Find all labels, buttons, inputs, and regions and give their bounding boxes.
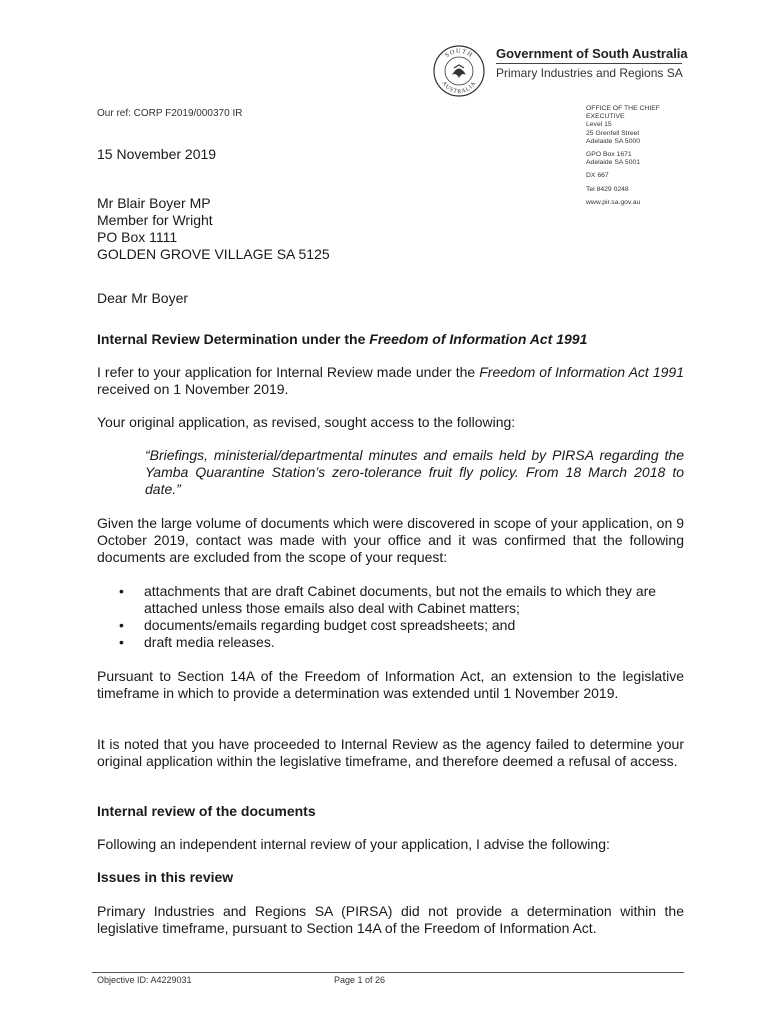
application-quote: “Briefings, ministerial/departmental minutes and emails held by PIRSA regarding the Yamba Quarantine Station’s zero-tolerance fruit fly policy. From 18 March 2018 to date.” xyxy=(145,447,684,497)
seal-bottom-text: AUSTRALIA xyxy=(440,80,478,96)
government-seal-icon xyxy=(432,44,486,98)
recipient-po-box: PO Box 1111 xyxy=(97,229,178,245)
paragraph-noted: It is noted that you have proceeded to Internal Review as the agency failed to determine your original application within the legislative timeframe, and therefore deemed a refusal of access. xyxy=(97,736,684,769)
seal-top-text: SOUTH xyxy=(443,47,475,60)
our-reference: Our ref: CORP F2019/000370 IR xyxy=(97,108,243,119)
recipient-address xyxy=(97,195,330,263)
exclusions-list xyxy=(115,583,685,651)
recipient-name: Mr Blair Boyer MP xyxy=(97,195,211,211)
recipient-title: Member for Wright xyxy=(97,212,213,228)
office-website: www.pir.sa.gov.au xyxy=(586,198,641,206)
heading-issues: Issues in this review xyxy=(97,869,234,885)
government-name: Government of South Australia xyxy=(496,46,688,61)
office-gpo-city: Adelaide SA 5001 xyxy=(586,159,641,167)
paragraph-refer-act: Freedom of Information Act 1991 xyxy=(479,364,684,380)
office-tel: Tel 8429 0248 xyxy=(586,185,629,193)
paragraph-pursuant: Pursuant to Section 14A of the Freedom of Information Act, an extension to the legislative timeframe in which to provide a determination was extended until 1 November 2019. xyxy=(97,668,684,701)
paragraph-given: Given the large volume of documents which were discovered in scope of your application, on 9 October 2019, contact was made with your office and it was confirmed that the following documents are excluded from the scope of your request: xyxy=(97,515,684,565)
letter-heading-act: Freedom of Information Act 1991 xyxy=(369,331,588,347)
heading-documents: Internal review of the documents xyxy=(97,803,316,819)
exclusion-item: • draft media releases. xyxy=(115,634,685,651)
office-city: Adelaide SA 5000 xyxy=(586,137,641,145)
paragraph-refer-text1: I refer to your application for Internal Review made under the xyxy=(97,364,480,380)
office-street: 25 Grenfell Street xyxy=(586,129,640,137)
svg-text:SOUTH xyxy=(444,48,474,59)
paragraph-issues: Primary Industries and Regions SA (PIRSA) did not provide a determination within the legislative timeframe, pursuant to Section 14A of the Freedom of Information Act. xyxy=(97,903,684,936)
exclusion-item: • attachments that are draft Cabinet documents, but not the emails to which they are attached unless those emails also deal with Cabinet matters; xyxy=(115,583,685,617)
department-name: Primary Industries and Regions SA xyxy=(496,66,683,80)
paragraph-refer xyxy=(97,364,684,398)
page-number: Page 1 of 26 xyxy=(334,975,386,985)
recipient-locality: GOLDEN GROVE VILLAGE SA 5125 xyxy=(97,246,330,262)
footer-divider xyxy=(92,972,684,973)
letter-date: 15 November 2019 xyxy=(97,146,217,162)
letter-heading xyxy=(97,331,684,348)
exclusion-item: • documents/emails regarding budget cost spreadsheets; and xyxy=(115,617,685,634)
paragraph-refer-text2: received on 1 November 2019. xyxy=(97,381,289,397)
salutation: Dear Mr Boyer xyxy=(97,290,189,306)
office-level: Level 15 xyxy=(586,121,612,129)
office-address-block xyxy=(586,105,706,207)
letter-heading-prefix: Internal Review Determination under the xyxy=(97,331,370,347)
office-dx: DX 667 xyxy=(586,172,609,180)
paragraph-following: Following an independent internal review of your application, I advise the following: xyxy=(97,836,610,852)
office-title-line1: OFFICE OF THE CHIEF xyxy=(586,105,660,112)
paragraph-original-application: Your original application, as revised, sought access to the following: xyxy=(97,414,516,430)
letterhead-divider xyxy=(496,63,682,64)
office-title-line2: EXECUTIVE xyxy=(586,113,625,121)
office-gpo: GPO Box 1671 xyxy=(586,151,632,159)
objective-id: Objective ID: A4229031 xyxy=(97,975,192,985)
